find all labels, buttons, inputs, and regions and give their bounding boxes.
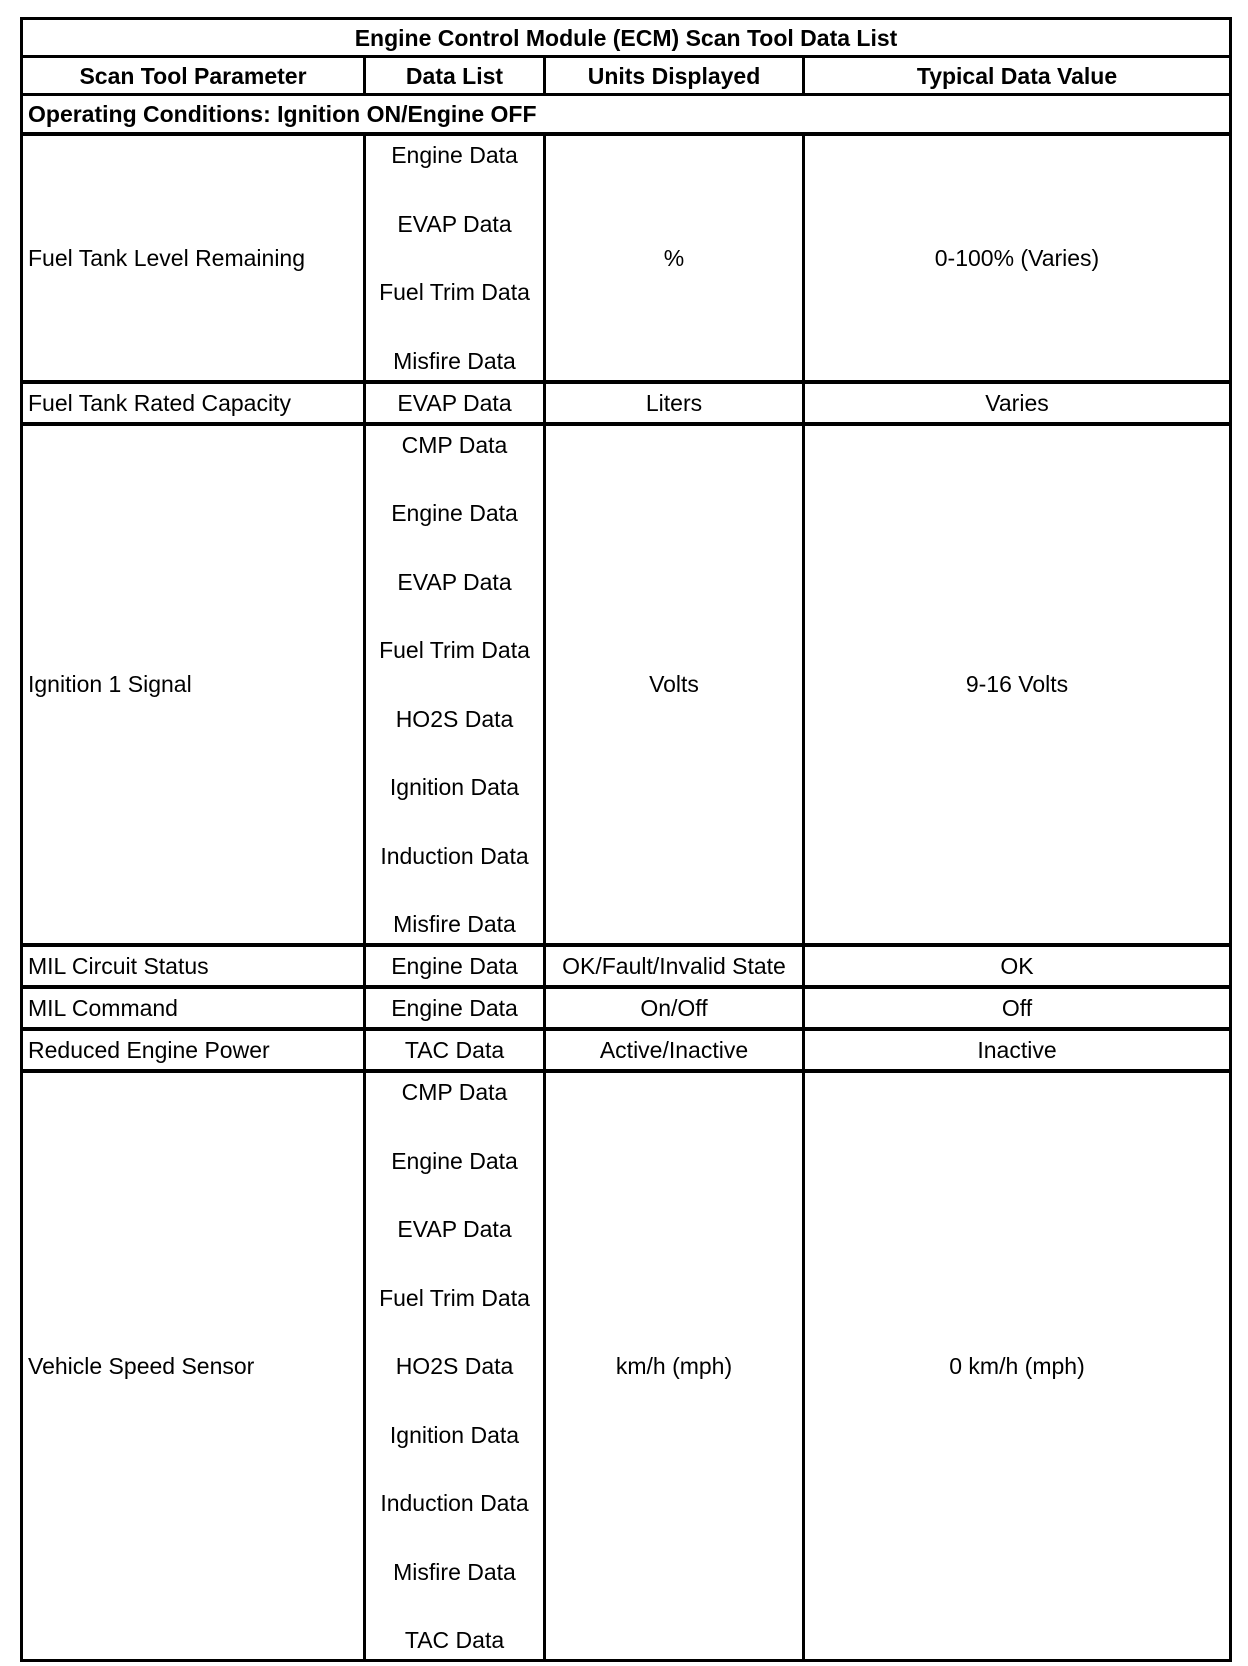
data-list-item: Misfire Data [393, 911, 516, 937]
typical-value-cell: OK [804, 945, 1231, 987]
data-list-cell [365, 945, 545, 987]
column-header-data-list: Data List [365, 57, 545, 95]
data-list-item: EVAP Data [397, 210, 512, 237]
typical-value-cell: Inactive [804, 1029, 1231, 1071]
data-list-item: Engine Data [391, 1147, 518, 1174]
data-list-item: Induction Data [380, 842, 529, 869]
units-cell: % [545, 134, 804, 382]
typical-value-cell: 9-16 Volts [804, 424, 1231, 946]
table-title: Engine Control Module (ECM) Scan Tool Data List [22, 19, 1231, 57]
data-list-cell [365, 382, 545, 424]
data-list-item: Engine Data [391, 500, 518, 526]
data-list-item: Misfire Data [393, 347, 516, 374]
table-row [22, 1029, 1231, 1071]
parameter-cell: Fuel Tank Level Remaining [22, 134, 365, 382]
table-row [22, 134, 1231, 382]
units-cell: Liters [545, 382, 804, 424]
column-header-units: Units Displayed [545, 57, 804, 95]
data-list-item: Induction Data [380, 1490, 529, 1516]
units-cell: Active/Inactive [545, 1029, 804, 1071]
parameter-cell: MIL Circuit Status [22, 945, 365, 987]
data-list-item: CMP Data [401, 1079, 508, 1105]
data-list-item: EVAP Data [397, 389, 512, 416]
typical-value-cell: 0 km/h (mph) [804, 1071, 1231, 1661]
operating-conditions-row: Operating Conditions: Ignition ON/Engine OFF [22, 95, 1231, 135]
table-row [22, 987, 1231, 1029]
column-header-parameter: Scan Tool Parameter [22, 57, 365, 95]
data-list-item: Engine Data [391, 953, 518, 979]
table-row [22, 945, 1231, 987]
data-list-cell [365, 1029, 545, 1071]
data-list-cell [365, 134, 545, 382]
typical-value-cell: 0-100% (Varies) [804, 134, 1231, 382]
typical-value-cell: Varies [804, 382, 1231, 424]
data-list-item: HO2S Data [395, 1353, 514, 1379]
data-list-cell [365, 1071, 545, 1661]
data-list-item: Engine Data [391, 142, 518, 168]
parameter-cell: Vehicle Speed Sensor [22, 1071, 365, 1661]
units-cell: Volts [545, 424, 804, 946]
data-list-item: Misfire Data [393, 1558, 516, 1585]
data-list-cell [365, 424, 545, 946]
data-list-item: Ignition Data [389, 774, 520, 800]
parameter-cell: MIL Command [22, 987, 365, 1029]
table-row [22, 1071, 1231, 1661]
parameter-cell: Fuel Tank Rated Capacity [22, 382, 365, 424]
parameter-cell: Ignition 1 Signal [22, 424, 365, 946]
data-list-item: TAC Data [404, 1627, 505, 1653]
ecm-data-table [20, 17, 1232, 1662]
data-list-cell [365, 987, 545, 1029]
data-list-item: TAC Data [404, 1037, 505, 1063]
data-list-item: CMP Data [401, 431, 508, 458]
data-list-item: HO2S Data [395, 705, 514, 732]
data-list-item: EVAP Data [397, 568, 512, 595]
data-list-item: EVAP Data [397, 1216, 512, 1242]
units-cell: km/h (mph) [545, 1071, 804, 1661]
data-list-item: Fuel Trim Data [379, 279, 530, 305]
units-cell: On/Off [545, 987, 804, 1029]
data-list-item: Ignition Data [389, 1421, 520, 1448]
table-row [22, 424, 1231, 946]
data-list-item: Fuel Trim Data [379, 1284, 530, 1311]
parameter-cell: Reduced Engine Power [22, 1029, 365, 1071]
typical-value-cell: Off [804, 987, 1231, 1029]
units-cell: OK/Fault/Invalid State [545, 945, 804, 987]
table-row [22, 382, 1231, 424]
data-list-item: Fuel Trim Data [379, 637, 530, 663]
data-list-item: Engine Data [391, 995, 518, 1021]
column-header-typical-value: Typical Data Value [804, 57, 1231, 95]
